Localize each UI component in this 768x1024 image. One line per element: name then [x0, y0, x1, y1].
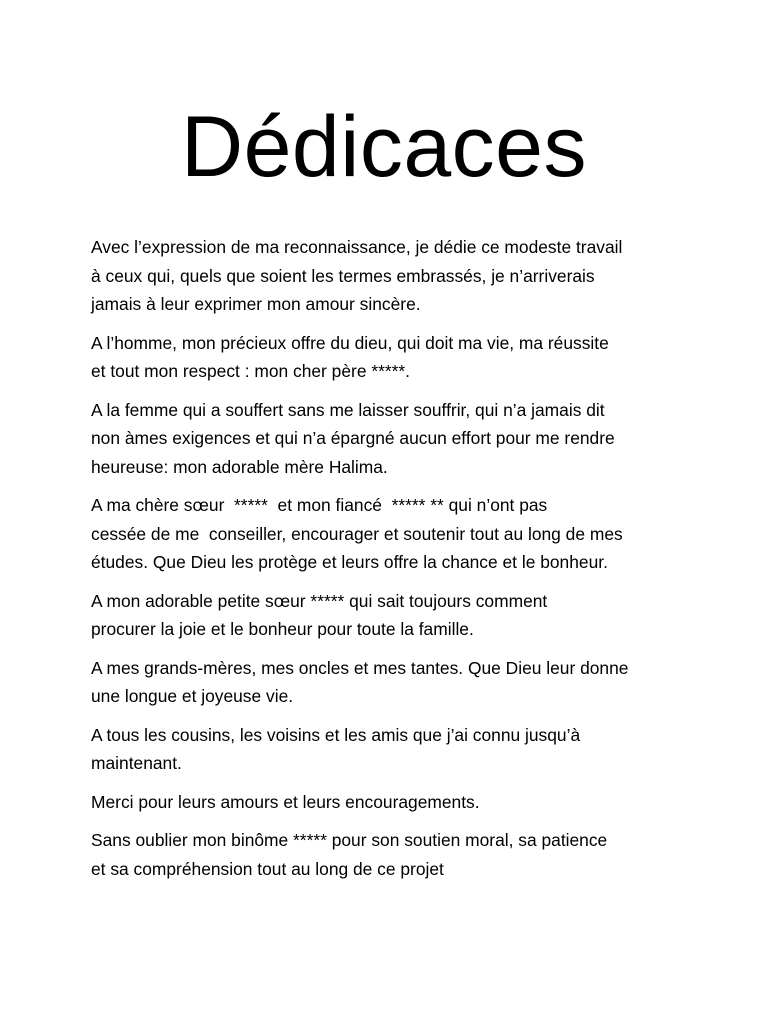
paragraph-2: [91, 329, 681, 386]
text-line: A l’homme, mon précieux offre du dieu, qui doit ma vie, ma réussite: [91, 332, 609, 353]
text-line: A mon adorable petite sœur ***** qui sait toujours comment: [91, 590, 548, 611]
text-line: Sans oublier mon binôme ***** pour son soutien moral, sa patience: [91, 830, 608, 850]
text-line: et sa compréhension tout au long de ce projet: [91, 858, 444, 879]
paragraph-5: [91, 587, 681, 644]
text-line: non àmes exigences et qui n’a épargné aucun effort pour me rendre: [91, 428, 615, 448]
text-line: A la femme qui a souffert sans me laisser souffrir, qui n’a jamais dit: [91, 399, 605, 420]
text-line: et tout mon respect : mon cher père *****.: [91, 361, 410, 381]
page-title: Dédicaces: [180, 99, 588, 195]
text-line: à ceux qui, quels que soient les termes embrassés, je n’arriverais: [91, 265, 595, 286]
text-line: cessée de me conseiller, encourager et soutenir tout au long de mes: [91, 523, 623, 544]
text-line: heureuse: mon adorable mère Halima.: [91, 456, 388, 477]
text-line: A ma chère sœur ***** et mon fiancé ***** ** qui n’ont pas: [91, 495, 548, 515]
text-line: A mes grands-mères, mes oncles et mes tantes. Que Dieu leur donne: [91, 657, 629, 678]
paragraph-7: [91, 721, 681, 778]
text-line: maintenant.: [91, 753, 182, 773]
paragraph-8: [91, 788, 681, 817]
text-line: études. Que Dieu les protège et leurs offre la chance et le bonheur.: [91, 552, 608, 572]
text-line: jamais à leur exprimer mon amour sincère.: [91, 294, 421, 314]
text-line: Avec l’expression de ma reconnaissance, je dédie ce modeste travail: [91, 237, 623, 257]
text-line: une longue et joyeuse vie.: [91, 686, 294, 706]
paragraph-6: [91, 654, 681, 711]
text-line: Merci pour leurs amours et leurs encouragements.: [91, 791, 480, 812]
text-line: A tous les cousins, les voisins et les amis que j’ai connu jusqu’à: [91, 724, 581, 745]
paragraph-4: [91, 491, 681, 577]
paragraph-9: [91, 826, 681, 883]
paragraph-1: [91, 233, 681, 319]
dedication-body: [91, 233, 681, 893]
text-line: procurer la joie et le bonheur pour toute la famille.: [91, 619, 474, 639]
paragraph-3: [91, 396, 681, 482]
